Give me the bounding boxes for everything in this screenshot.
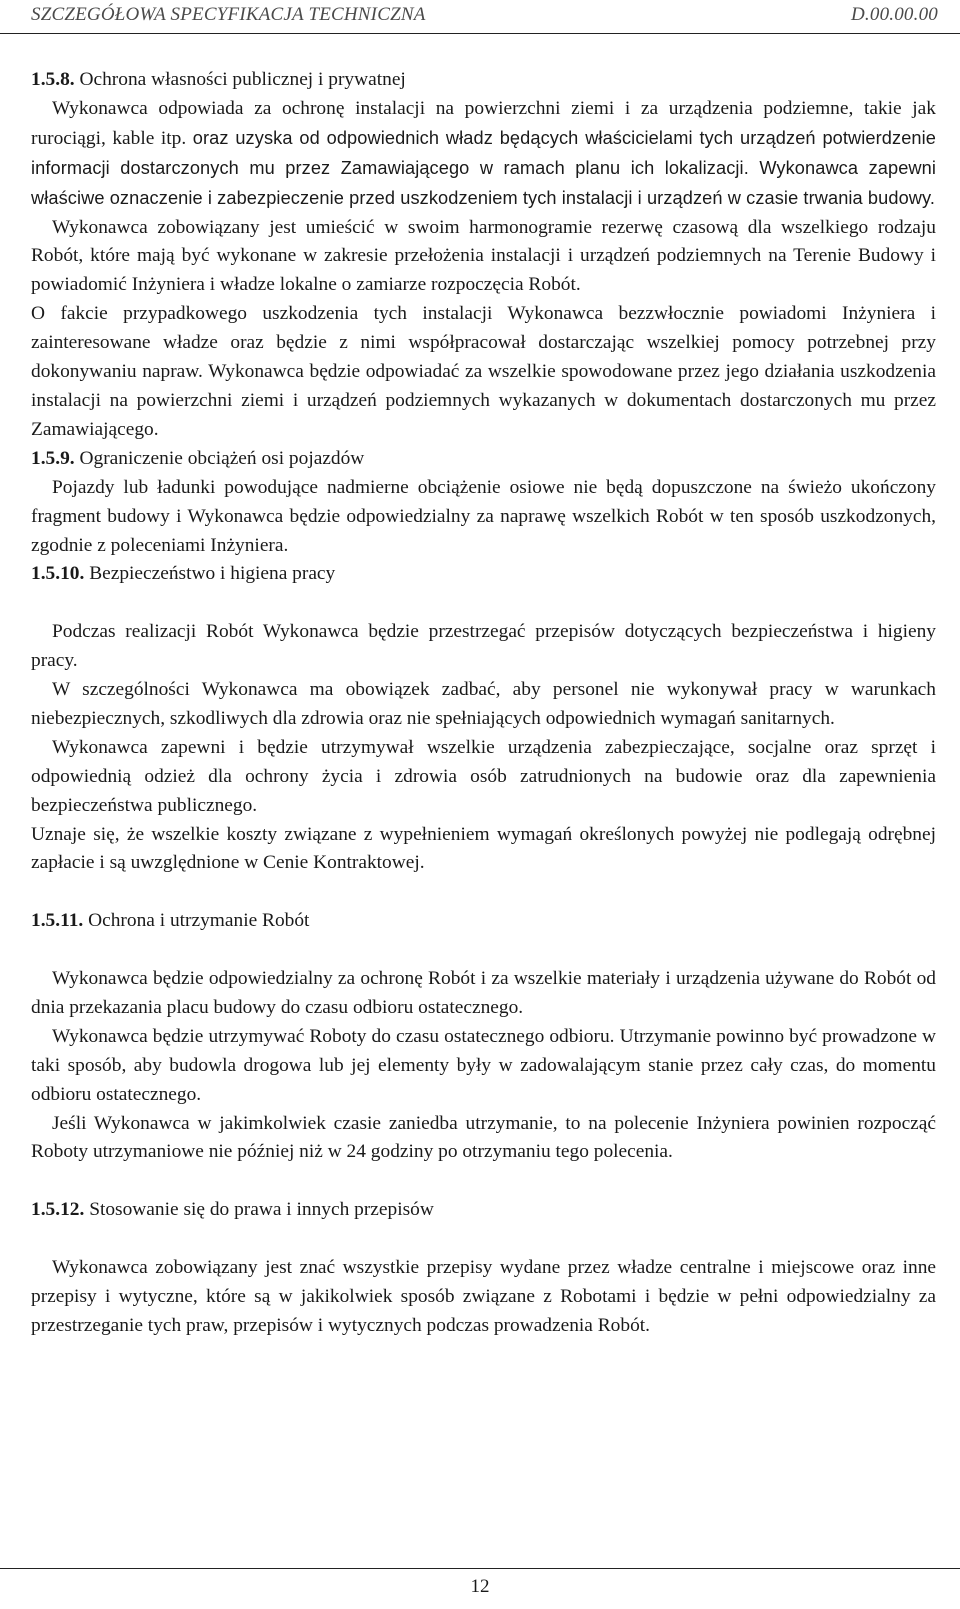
paragraph: Jeśli Wykonawca w jakimkolwiek czasie zaniedba utrzymanie, to na polecenie Inżyniera powinien rozpocząć Roboty utrzymaniowe nie później niż w 24 godziny po otrzymaniu tego polecenia. [31,1112,936,1163]
header-divider [0,33,960,34]
spacer [31,878,936,907]
section-title: Ograniczenie obciążeń osi pojazdów [79,447,365,469]
page-number: 12 [470,1576,490,1597]
document-body [31,66,936,1341]
document-code: D.00.00.00 [851,4,938,25]
paragraph: Wykonawca będzie odpowiedzialny za ochronę Robót i za wszelkie materiały i urządzenia używane do Robót od dnia przekazania placu budowy do czasu odbioru ostatecznego. [31,968,936,1018]
paragraph: W szczególności Wykonawca ma obowiązek zadbać, aby personel nie wykonywał pracy w warunkach niebezpiecznych, szkodliwych dla zdrowia oraz nie spełniających odpowiednich wymagań sanitarnych. [31,679,936,729]
paragraph: Podczas realizacji Robót Wykonawca będzie przestrzegać przepisów dotyczących bezpieczeństwa i higieny pracy. [31,621,936,672]
paragraph-text-sans: oraz uzyska od odpowiednich władz będących właścicielami tych urządzeń potwierdzenie informacji dostarczonych mu przez Zamawiającego w ramach planu ich lokalizacji. Wykonawca zapewni właściwe oznaczenie i zabezpieczenie przed uszkodzeniem tych instalacji i urządzeń w czasie trwania budowy. [31,127,936,208]
paragraph: Wykonawca zobowiązany jest znać wszystkie przepisy wydane przez władze centralne i miejscowe oraz inne przepisy i wytyczne, które są w jakikolwiek sposób związane z Robotami i będzie w pełni odpowiedzialny za przestrzeganie tych praw, przepisów i wytycznych podczas prowadzenia Robót. [31,1257,936,1336]
section-heading-1-5-12 [31,1196,936,1225]
document-title: SZCZEGÓŁOWA SPECYFIKACJA TECHNICZNA [31,4,426,25]
footer-divider [0,1568,960,1569]
section-title: Bezpieczeństwo i higiena pracy [89,563,336,585]
section-heading-1-5-11 [31,907,936,936]
section-number: 1.5.12. [31,1199,85,1221]
section-heading-1-5-9 [31,445,936,474]
spacer [31,936,936,965]
section-title: Ochrona i utrzymanie Robót [88,910,310,932]
section-number: 1.5.11. [31,910,84,932]
section-number: 1.5.10. [31,563,85,585]
paragraph: O fakcie przypadkowego uszkodzenia tych instalacji Wykonawca bezzwłocznie powiadomi Inżyniera i zainteresowane władze oraz będzie z nimi współpracował dostarczając wszelkiej pomocy potrzebnej przy dokonywaniu napraw. Wykonawca będzie odpowiadać za wszelkie spowodowane przez jego działania uszkodzenia instalacji na powierzchni ziemi i urządzeń podziemnych wykazanych w dokumentach dostarczonych mu przez Zamawiającego. [31,303,936,440]
section-title: Ochrona własności publicznej i prywatnej [79,69,406,90]
paragraph: Wykonawca zobowiązany jest umieścić w swoim harmonogramie rezerwę czasową dla wszelkiego rodzaju Robót, które mają być wykonane w zakresie przełożenia instalacji i urządzeń podziemnych na Terenie Budowy i powiadomić Inżyniera i władze lokalne o zamiarze rozpoczęcia Robót. [31,216,936,296]
paragraph: Uznaje się, że wszelkie koszty związane z wypełnieniem wymagań określonych powyżej nie podlegają odrębnej zapłacie i są uwzględnione w Cenie Kontraktowej. [31,823,936,874]
page-header [0,0,960,36]
section-number: 1.5.9. [31,447,75,469]
spacer [31,589,936,618]
section-title: Stosowanie się do prawa i innych przepisów [89,1199,434,1221]
spacer [31,1225,936,1254]
paragraph [31,95,936,214]
section-heading-1-5-8 [31,66,936,95]
paragraph-text: Wykonawca odpowiada za ochronę instalacji na powierzchni ziemi i za urządzenia podziemne, takie jak rurociągi, kable itp. [31,97,936,149]
paragraph: Wykonawca zapewni i będzie utrzymywał wszelkie urządzenia zabezpieczające, socjalne oraz sprzęt i odpowiednią odzież dla ochrony życia i zdrowia osób zatrudnionych na budowie oraz dla zapewnienia bezpieczeństwa publicznego. [31,736,936,816]
paragraph: Pojazdy lub ładunki powodujące nadmierne obciążenie osiowe nie będą dopuszczone na świeżo ukończony fragment budowy i Wykonawca będzie odpowiedzialny za naprawę wszelkich Robót w ten sposób uszkodzonych, zgodnie z poleceniami Inżyniera. [31,476,936,556]
spacer [31,1167,936,1196]
paragraph: Wykonawca będzie utrzymywać Roboty do czasu ostatecznego odbioru. Utrzymanie powinno być prowadzone w taki sposób, aby budowla drogowa lub jej elementy były w zadowalającym stanie przez cały czas, do momentu odbioru ostatecznego. [31,1025,936,1105]
section-number: 1.5.8. [31,69,75,90]
section-heading-1-5-10 [31,560,936,589]
